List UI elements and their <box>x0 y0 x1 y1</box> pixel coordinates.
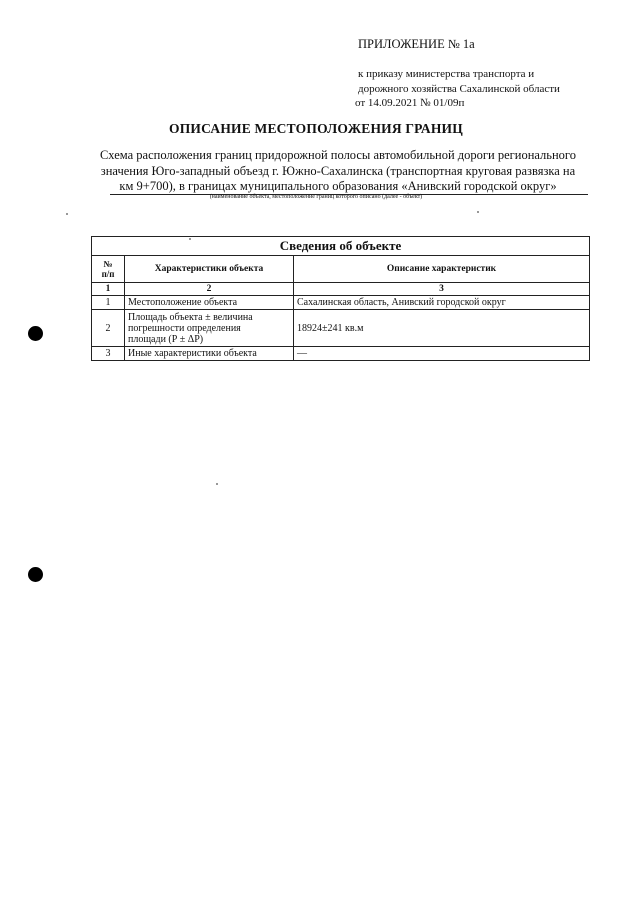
table-row <box>92 296 590 310</box>
header-characteristics: Характеристики объекта <box>125 256 294 283</box>
table-row <box>92 310 590 347</box>
description-line-2: значения Юго-западный объезд г. Южно-Сахалинска (транспортная круговая развязка на <box>100 163 576 178</box>
object-description <box>78 148 598 195</box>
column-index-3: 3 <box>294 283 590 296</box>
object-info-table <box>91 236 590 361</box>
row-number: 1 <box>92 296 125 310</box>
scan-speck <box>477 211 479 213</box>
table-title: Сведения об объекте <box>92 237 590 256</box>
document-title: ОПИСАНИЕ МЕСТОПОЛОЖЕНИЯ ГРАНИЦ <box>169 121 463 136</box>
appendix-label: ПРИЛОЖЕНИЕ № 1а <box>358 37 475 51</box>
header-number <box>92 256 125 283</box>
row-description: Сахалинская область, Анивский городской округ <box>294 296 590 310</box>
characteristic-line-3: площади (Р ± ΔР) <box>128 333 204 345</box>
column-index-2: 2 <box>125 283 294 296</box>
column-index-1: 1 <box>92 283 125 296</box>
row-description: 18924±241 кв.м <box>294 310 590 347</box>
row-number: 2 <box>92 310 125 347</box>
scan-speck <box>189 238 191 240</box>
order-line-1: к приказу министерства транспорта и <box>358 68 535 80</box>
header-number-line-1: № <box>103 259 113 269</box>
characteristic-line-2: погрешности определения <box>128 322 241 334</box>
scan-speck <box>66 213 68 215</box>
header-number-line-2: п/п <box>101 269 115 279</box>
row-number: 3 <box>92 347 125 361</box>
order-line-2: дорожного хозяйства Сахалинской области <box>358 82 560 95</box>
row-description: — <box>294 347 590 361</box>
order-reference <box>355 67 560 111</box>
scan-speck <box>216 483 218 485</box>
description-line-3: км 9+700), в границах муниципального образования «Анивский городской округ» <box>119 179 557 193</box>
row-characteristic: Иные характеристики объекта <box>125 347 294 361</box>
row-characteristic: Местоположение объекта <box>125 296 294 310</box>
description-caption: (наименование объекта, местоположение границ которого описано (далее - объект) <box>209 194 423 200</box>
punch-hole-mark <box>28 567 43 582</box>
header-description: Описание характеристик <box>294 256 590 283</box>
description-line-1: Схема расположения границ придорожной полосы автомобильной дороги регионального <box>99 148 577 162</box>
row-characteristic <box>125 310 294 347</box>
characteristic-line-1: Площадь объекта ± величина <box>128 311 253 323</box>
punch-hole-mark <box>28 326 43 341</box>
order-line-3: от 14.09.2021 № 01/09п <box>355 97 465 109</box>
table-row <box>92 347 590 361</box>
